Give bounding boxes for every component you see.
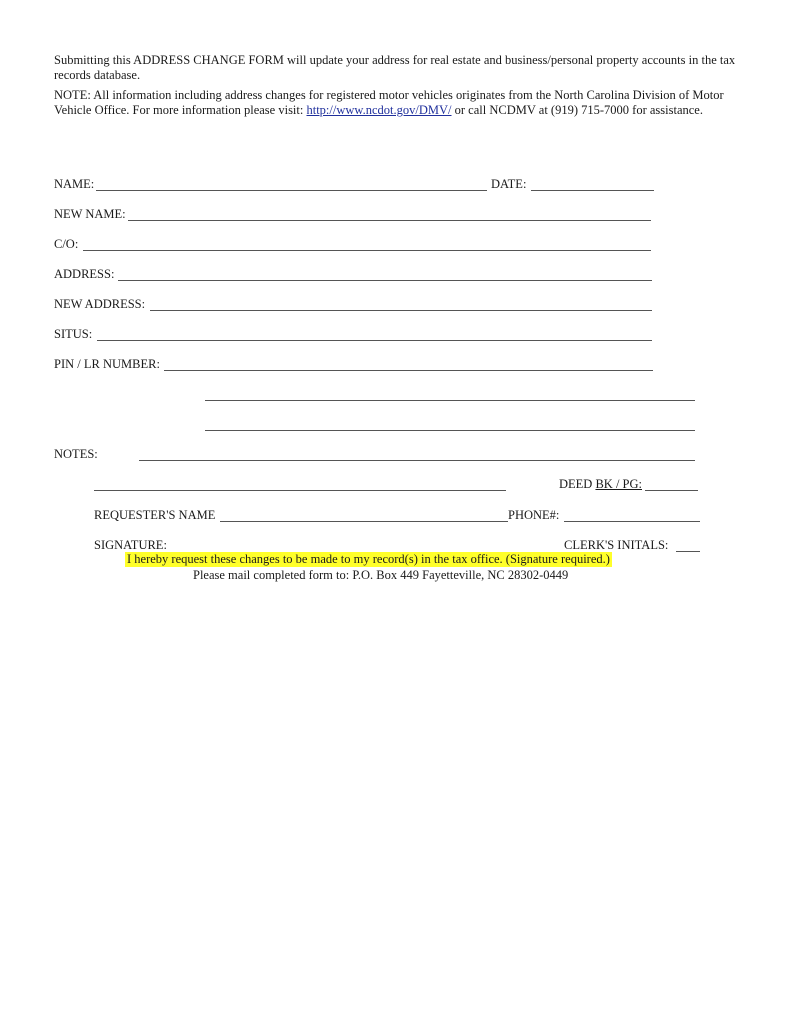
situs-input[interactable] — [97, 326, 652, 340]
situs-field-line — [97, 340, 652, 341]
pin-lr-input[interactable] — [164, 356, 653, 370]
pin-lr-label: PIN / LR NUMBER: — [54, 357, 160, 371]
deed-label-prefix: DEED — [559, 477, 593, 491]
new-address-input[interactable] — [150, 296, 652, 310]
phone-label: PHONE#: — [508, 508, 560, 522]
notes-label: NOTES: — [54, 447, 98, 461]
date-label: DATE: — [491, 177, 527, 191]
new-name-input[interactable] — [128, 206, 651, 220]
name-input[interactable] — [96, 176, 487, 190]
new-address-field-line — [150, 310, 652, 311]
new-name-label: NEW NAME: — [54, 207, 126, 221]
date-input[interactable] — [531, 176, 654, 190]
requester-name-field-line — [220, 521, 508, 522]
note-text-suffix: or call NCDMV at (919) 715-7000 for assistance. — [451, 103, 703, 117]
notes-field-line — [139, 460, 695, 461]
deed-label — [559, 477, 642, 492]
certification-statement: I hereby request these changes to be made to my record(s) in the tax office. (Signature required.) — [127, 552, 610, 566]
note-text: NOTE: All information including address changes for registered motor vehicles originates from the North Carolina Division of Motor Vehicle Office. For more information please visit: — [54, 88, 724, 117]
blank-line-2 — [205, 430, 695, 431]
phone-input[interactable] — [564, 507, 700, 521]
blank-input-2[interactable] — [205, 416, 695, 430]
co-field-line — [83, 250, 651, 251]
address-label: ADDRESS: — [54, 267, 115, 281]
mail-instructions: Please mail completed form to: P.O. Box 449 Fayetteville, NC 28302-0449 — [193, 568, 569, 582]
date-field-line — [531, 190, 654, 191]
phone-field-line — [564, 521, 700, 522]
co-label: C/O: — [54, 237, 79, 251]
note-paragraph — [54, 88, 754, 118]
signature-label: SIGNATURE: — [94, 538, 167, 552]
requester-name-input[interactable] — [220, 507, 508, 521]
blank-line-1 — [205, 400, 695, 401]
blank-input-1[interactable] — [205, 386, 695, 400]
intro-paragraph: Submitting this ADDRESS CHANGE FORM will update your address for real estate and business/personal property accounts in the tax records database. — [54, 53, 736, 82]
new-address-label: NEW ADDRESS: — [54, 297, 146, 311]
deed-input[interactable] — [645, 476, 698, 490]
blank-input-3[interactable] — [94, 476, 506, 490]
clerks-initials-input[interactable] — [676, 537, 700, 551]
notes-input[interactable] — [139, 446, 695, 460]
situs-label: SITUS: — [54, 327, 93, 341]
address-field-line — [118, 280, 652, 281]
blank-line-3 — [94, 490, 506, 491]
clerks-initials-field-line — [676, 551, 700, 552]
pin-lr-field-line — [164, 370, 653, 371]
name-label: NAME: — [54, 177, 95, 191]
address-input[interactable] — [118, 266, 652, 280]
deed-field-line — [645, 490, 698, 491]
co-input[interactable] — [83, 236, 651, 250]
name-field-line — [96, 190, 487, 191]
requester-name-label: REQUESTER'S NAME — [94, 508, 216, 522]
deed-label-bk-pg: BK / PG: — [595, 477, 642, 491]
new-name-field-line — [128, 220, 651, 221]
clerks-initials-label: CLERK'S INITALS: — [564, 538, 669, 552]
ncdmv-link[interactable]: http://www.ncdot.gov/DMV/ — [306, 103, 452, 117]
